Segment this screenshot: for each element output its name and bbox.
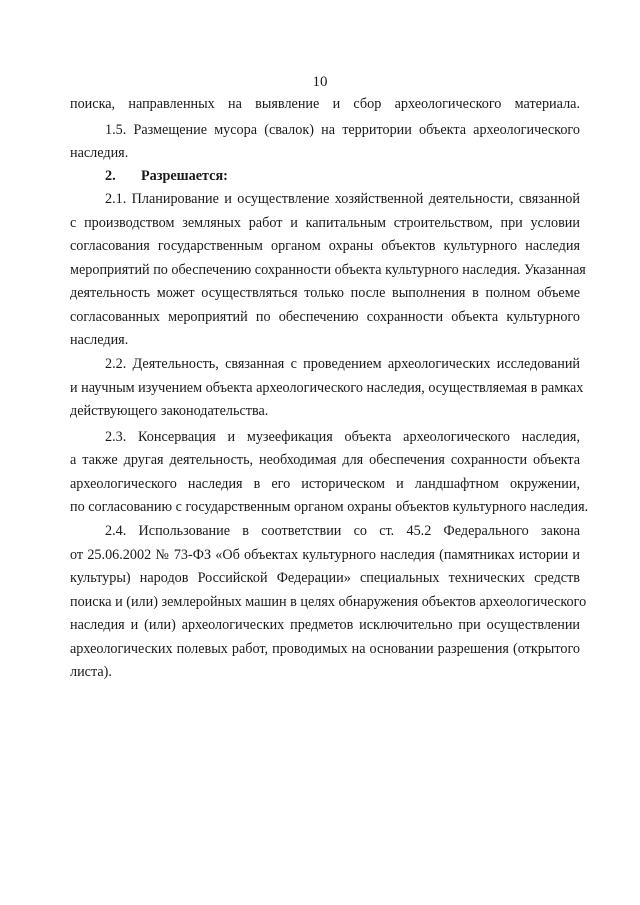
text-line: а также другая деятельность, необходимая для обеспечения сохранности объекта	[70, 452, 580, 468]
text-line: от 25.06.2002 № 73-ФЗ «Об объектах культурного наследия (памятниках истории и	[70, 547, 580, 563]
paragraph-2-3: 2.3. Консервация и музеефикация объекта археологического наследия,	[105, 429, 580, 445]
text-line: мероприятий по обеспечению сохранности объекта культурного наследия. Указанная	[70, 262, 586, 278]
paragraph-2-2: 2.2. Деятельность, связанная с проведением археологических исследований	[105, 356, 580, 372]
paragraph-2-1: 2.1. Планирование и осуществление хозяйственной деятельности, связанной	[105, 191, 580, 207]
text-line: с производством земляных работ и капитальным строительством, при условии	[70, 215, 580, 231]
paragraph-2-4: 2.4. Использование в соответствии со ст. 45.2 Федерального закона	[105, 523, 580, 539]
text-line: наследия и (или) археологических предметов исключительно при осуществлении	[70, 617, 580, 633]
text-line: и научным изучением объекта археологического наследия, осуществляемая в рамках	[70, 380, 584, 396]
text-line: листа).	[70, 664, 112, 680]
text-line: культуры) народов Российской Федерации» специальных технических средств	[70, 570, 580, 586]
section-number: 2.	[105, 168, 116, 184]
text-line: поиска и (или) землеройных машин в целях обнаружения объектов археологического	[70, 594, 587, 610]
text-line: археологических полевых работ, проводимых на основании разрешения (открытого	[70, 641, 580, 657]
text-line: поиска, направленных на выявление и сбор археологического материала.	[70, 96, 580, 112]
text-line: согласования государственным органом охраны объектов культурного наследия	[70, 238, 580, 254]
text-line: деятельность может осуществляться только после выполнения в полном объеме	[70, 285, 580, 301]
text-line: согласованных мероприятий по обеспечению сохранности объекта культурного	[70, 309, 580, 325]
paragraph-1-5: 1.5. Размещение мусора (свалок) на территории объекта археологического	[105, 122, 580, 138]
text-line: наследия.	[70, 332, 129, 348]
text-line: наследия.	[70, 145, 129, 161]
page-number: 10	[312, 74, 328, 90]
section-heading: Разрешается:	[141, 168, 228, 184]
text-line: действующего законодательства.	[70, 403, 269, 419]
text-line: по согласованию с государственным органом охраны объектов культурного наследия.	[70, 499, 589, 515]
text-line: археологического наследия в его историческом и ландшафтном окружении,	[70, 476, 580, 492]
